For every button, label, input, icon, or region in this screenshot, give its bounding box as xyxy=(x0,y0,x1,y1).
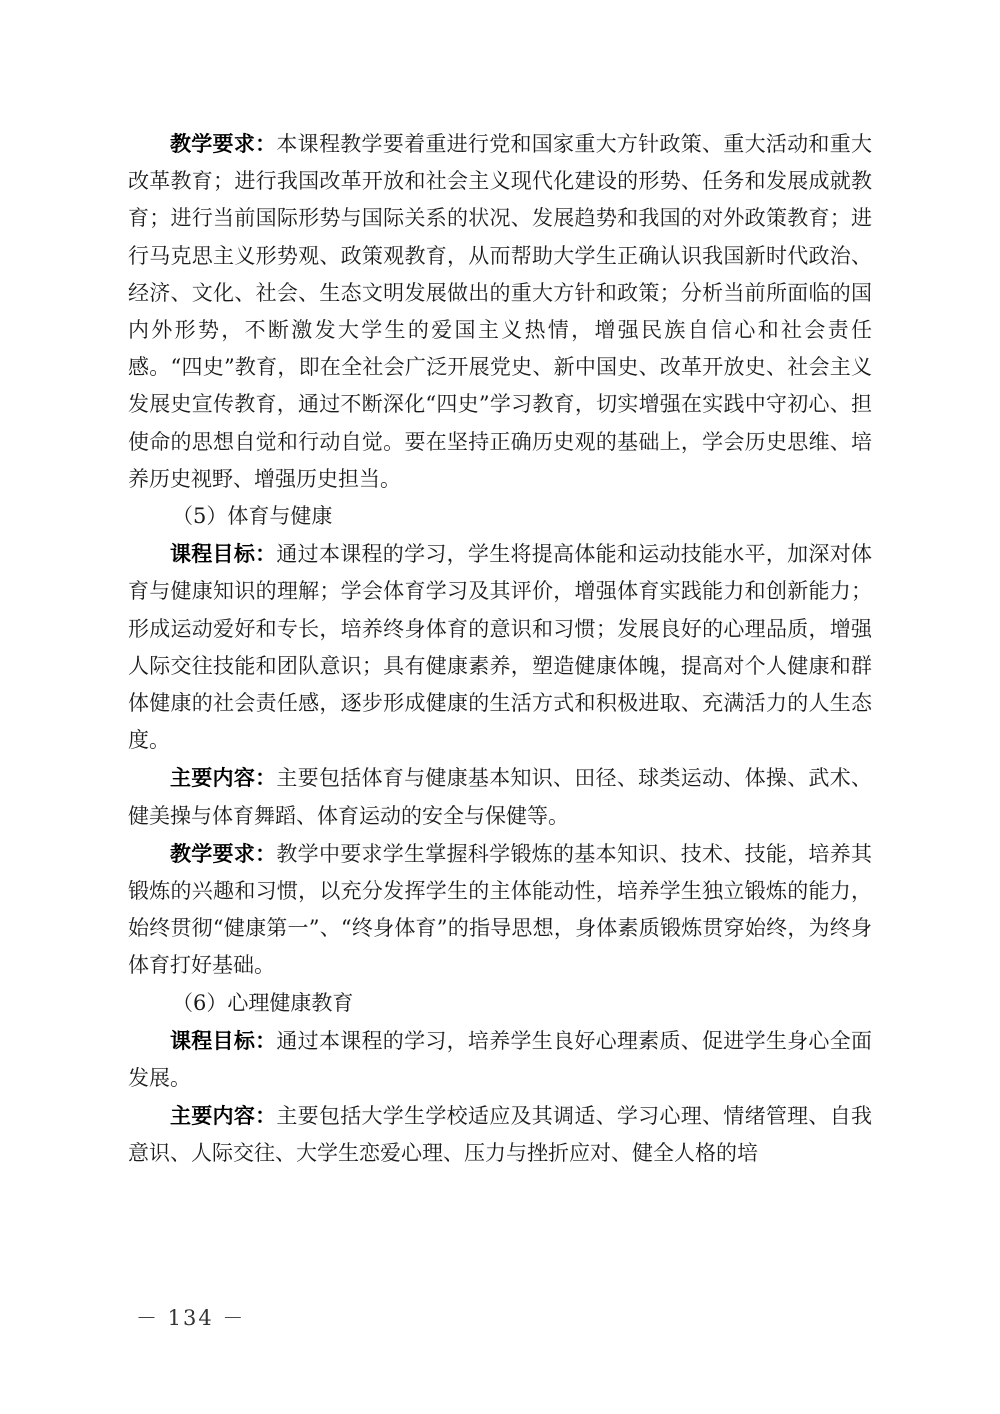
paragraph-text: 本课程教学要着重进行党和国家重大方针政策、重大活动和重大改革教育；进行我国改革开放和社会主义现代化建设的形势、任务和发展成就教育；进行当前国际形势与国际关系的状况、发展趋势和我国的对外政策教育；进行马克思主义形势观、政策观教育，从而帮助大学生正确认识我国新时代政治、经济、文化、社会、生态文明发展做出的重大方针和政策；分析当前所面临的国内外形势，不断激发大学生的爱国主义热情，增强民族自信心和社会责任感。“四史”教育，即在全社会广泛开展党史、新中国史、改革开放史、社会主义发展史宣传教育，通过不断深化“四史”学习教育，切实增强在实践中守初心、担使命的思想自觉和行动自觉。要在坚持正确历史观的基础上，学会历史思维、培养历史视野、增强历史担当。 xyxy=(128,132,872,491)
paragraph-text: 通过本课程的学习，培养学生良好心理素质、促进学生身心全面发展。 xyxy=(128,1028,872,1091)
paragraph-label: 教学要求： xyxy=(170,131,277,156)
paragraph-text: 主要包括大学生学校适应及其调适、学习心理、情绪管理、自我意识、人际交往、大学生恋爱心理、压力与挫折应对、健全人格的培 xyxy=(128,1104,872,1166)
paragraph-text: 主要包括体育与健康基本知识、田径、球类运动、体操、武术、健美操与体育舞蹈、体育运动的安全与保健等。 xyxy=(128,766,872,828)
paragraph-label: 课程目标： xyxy=(170,1027,277,1053)
paragraph-label: 主要内容： xyxy=(170,1103,277,1129)
paragraph-text: 教学中要求学生掌握科学锻炼的基本知识、技术、技能，培养其锻炼的兴趣和习惯，以充分发挥学生的主体能动性，培养学生独立锻炼的能力，始终贯彻“健康第一”、“终身体育”的指导思想，身体素质锻炼贯穿始终，为终身体育打好基础。 xyxy=(128,841,872,978)
paragraph-main-content-1 xyxy=(128,759,872,834)
paragraph-course-goal-1 xyxy=(128,535,872,759)
page-number: － 134 － xyxy=(136,1306,246,1330)
section-heading-mental-health: （6）心理健康教育 xyxy=(172,990,354,1015)
paragraph-teaching-requirements-2 xyxy=(128,835,872,985)
document-body xyxy=(128,125,872,1173)
paragraph-label: 教学要求： xyxy=(170,840,277,866)
paragraph-teaching-requirements-1 xyxy=(128,125,872,498)
paragraph-text: 通过本课程的学习，学生将提高体能和运动技能水平，加深对体育与健康知识的理解；学会体育学习及其评价，增强体育实践能力和创新能力；形成运动爱好和专长，培养终身体育的意识和习惯；发展良好的心理品质，增强人际交往技能和团队意识；具有健康素养，塑造健康体魄，提高对个人健康和群体健康的社会责任感，逐步形成健康的生活方式和积极进取、充满活力的人生态度。 xyxy=(128,542,872,753)
paragraph-main-content-2 xyxy=(128,1097,872,1172)
paragraph-label: 主要内容： xyxy=(170,765,277,791)
paragraph-label: 课程目标： xyxy=(170,541,277,567)
section-heading-pe-health: （5）体育与健康 xyxy=(172,504,333,529)
paragraph-course-goal-2 xyxy=(128,1022,872,1097)
